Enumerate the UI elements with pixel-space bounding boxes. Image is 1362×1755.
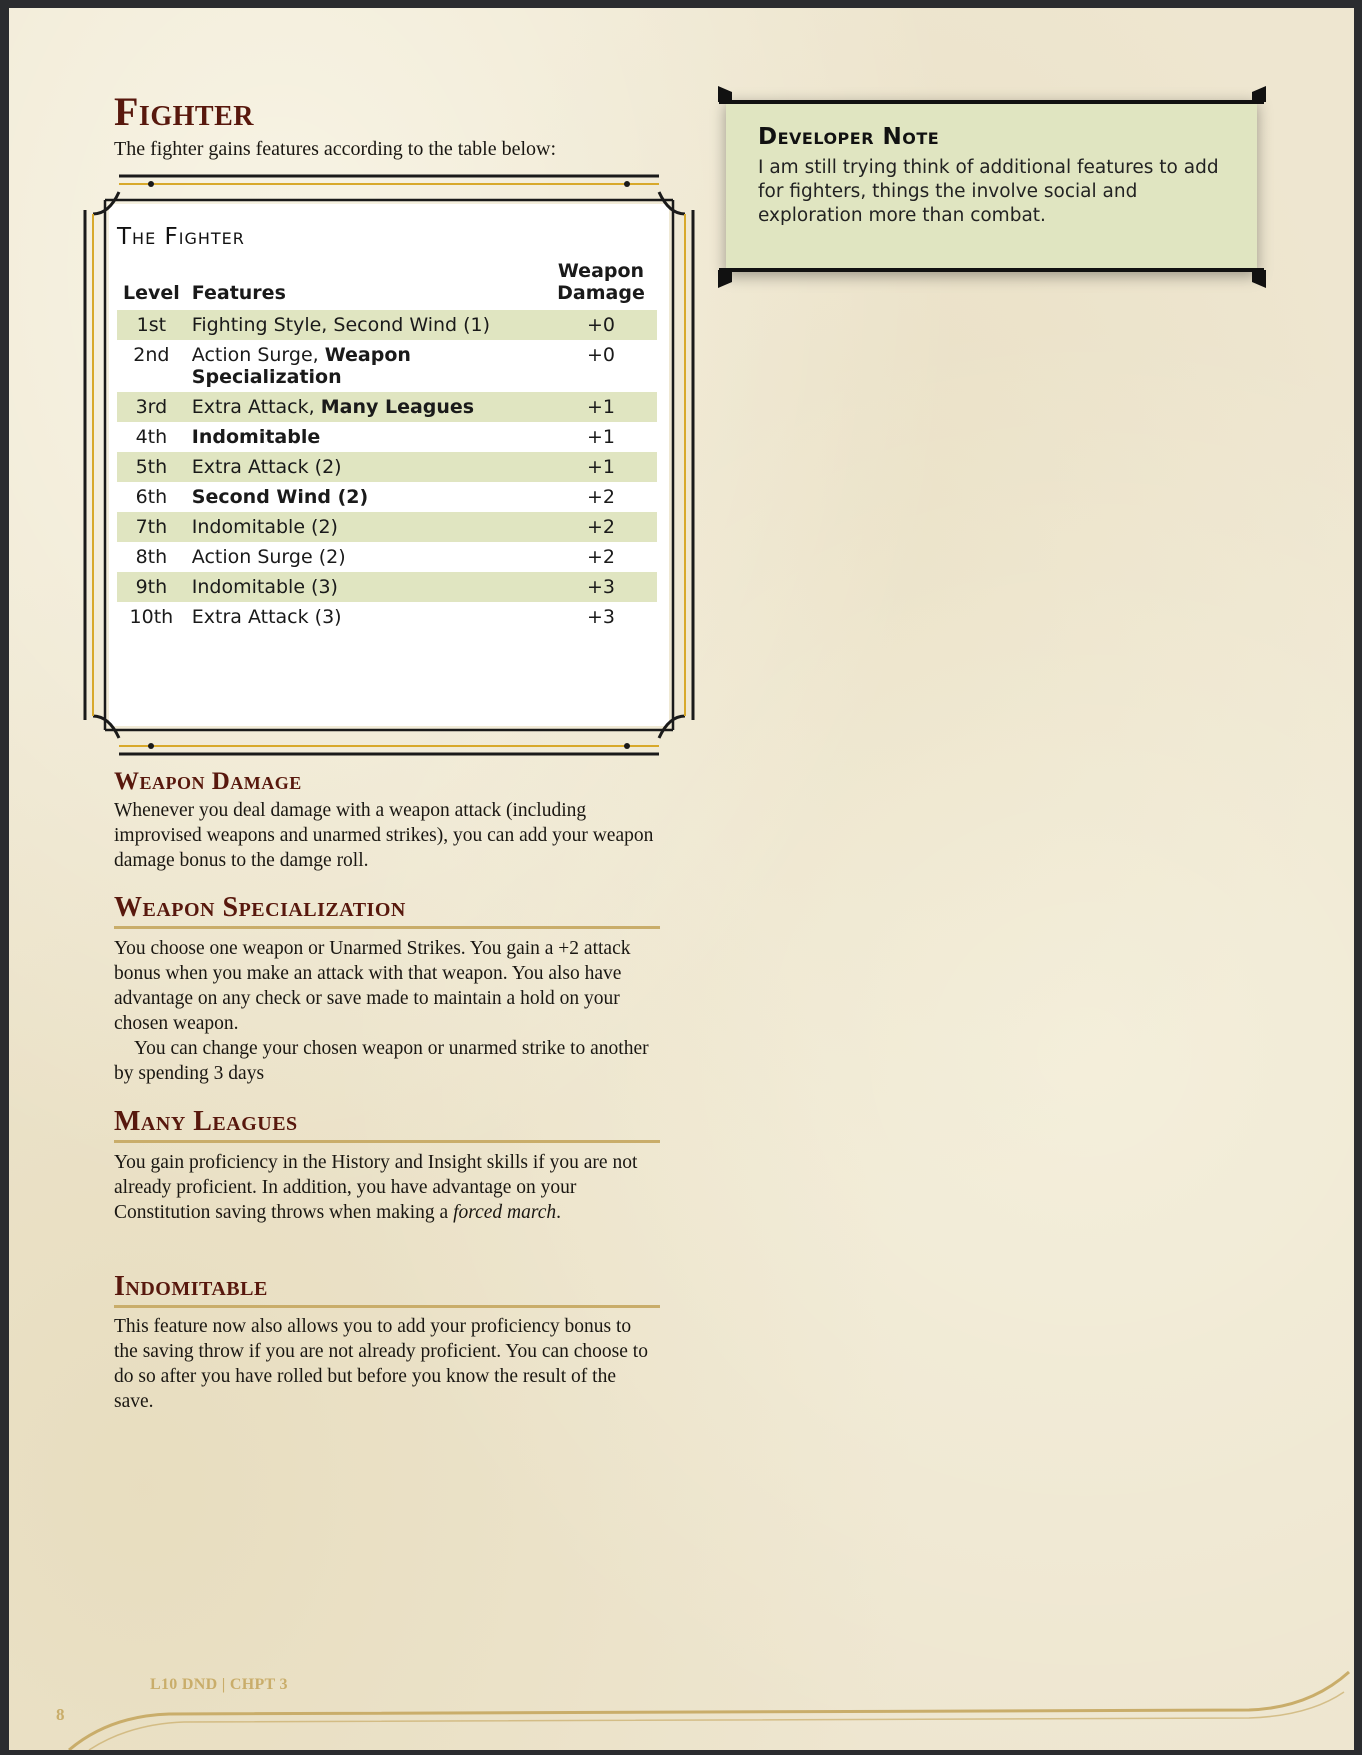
table-row xyxy=(117,602,657,632)
class-feature-table xyxy=(117,260,657,632)
developer-note-text: I am still trying think of additional features to add for fighters, things the involve social and exploration more than combat. xyxy=(758,157,1219,226)
table-body xyxy=(117,310,657,632)
weapon-specialization-text xyxy=(114,936,659,1086)
features-cell: Second Wind (2) xyxy=(191,486,369,508)
weapon-damage-cell: +3 xyxy=(586,606,615,628)
weapon-damage-cell: +2 xyxy=(586,486,615,508)
section-rule xyxy=(114,926,660,929)
level-cell: 4th xyxy=(135,426,168,448)
weapon-specialization-p2: You can change your chosen weapon or unarmed strike to another by spending 3 days xyxy=(114,1038,649,1084)
indomitable-text: This feature now also allows you to add your proficiency bonus to the saving throw if you are not already proficient. You can choose to do so after you have rolled but before you know the result of the save. xyxy=(114,1316,648,1412)
features-cell: Indomitable (3) xyxy=(186,572,545,602)
table-row xyxy=(117,572,657,602)
weapon-damage-cell: +2 xyxy=(586,546,615,568)
weapon-damage-heading: Weapon Damage xyxy=(114,768,302,795)
weapon-header-line2: Damage xyxy=(557,282,645,304)
level-cell: 1st xyxy=(117,310,186,340)
document-page xyxy=(9,8,1354,1750)
weapon-damage-cell: +1 xyxy=(586,426,615,448)
level-cell: 10th xyxy=(129,606,174,628)
features-cell: Extra Attack (2) xyxy=(186,452,545,482)
col-features-header: Features xyxy=(191,282,286,304)
level-cell: 9th xyxy=(117,572,186,602)
developer-note-title: Developer Note xyxy=(758,124,940,150)
col-level-header: Level xyxy=(123,282,180,304)
weapon-damage-cell: +0 xyxy=(586,344,615,366)
features-cell: Action Surge, Weapon Specialization xyxy=(191,344,411,388)
weapon-specialization-heading: Weapon Specialization xyxy=(114,892,406,923)
level-cell: 2nd xyxy=(133,344,170,366)
features-cell: Fighting Style, Second Wind (1) xyxy=(186,310,545,340)
forced-march-term: forced march xyxy=(453,1202,557,1223)
features-cell: Extra Attack, Many Leagues xyxy=(186,392,545,422)
indomitable-heading: Indomitable xyxy=(114,1271,268,1302)
level-cell: 5th xyxy=(117,452,186,482)
section-rule xyxy=(114,1140,660,1143)
table-row xyxy=(117,392,657,422)
page-number: 8 xyxy=(56,1705,65,1724)
intro-text: The fighter gains features according to the table below: xyxy=(114,138,557,160)
features-cell: Action Surge (2) xyxy=(191,546,346,568)
weapon-specialization-p1: You choose one weapon or Unarmed Strikes. You gain a +2 attack bonus when you make an attack with that weapon. You also have advantage on any check or save made to maintain a hold on your chosen weapon. xyxy=(114,938,631,1034)
level-cell: 6th xyxy=(135,486,168,508)
weapon-damage-text: Whenever you deal damage with a weapon attack (including improvised weapons and unarmed strikes), you can add your weapon damage bonus to the damge roll. xyxy=(114,800,654,871)
level-cell: 7th xyxy=(117,512,186,542)
weapon-damage-cell: +1 xyxy=(545,392,657,422)
table-row xyxy=(117,542,657,572)
class-table-title: The Fighter xyxy=(117,224,245,250)
table-header-row xyxy=(117,260,657,310)
table-row xyxy=(117,452,657,482)
weapon-header-line1: Weapon xyxy=(557,260,645,282)
weapon-damage-cell: +1 xyxy=(545,452,657,482)
weapon-damage-cell: +3 xyxy=(545,572,657,602)
features-cell: Extra Attack (3) xyxy=(191,606,342,628)
features-cell: Indomitable xyxy=(191,426,321,448)
table-row xyxy=(117,482,657,512)
page-title: Fighter xyxy=(114,89,254,134)
table-row xyxy=(117,422,657,452)
many-leagues-heading: Many Leagues xyxy=(114,1106,298,1137)
table-row xyxy=(117,340,657,392)
col-weapon-damage-header xyxy=(545,260,657,310)
table-row xyxy=(117,512,657,542)
footer-text: L10 DND | CHPT 3 xyxy=(150,1676,288,1693)
level-cell: 3rd xyxy=(117,392,186,422)
weapon-damage-cell: +2 xyxy=(545,512,657,542)
many-leagues-text: You gain proficiency in the History and Insight skills if you are not already proficient. In addition, you have advantage on your Constitution saving throws when making a forced march. xyxy=(114,1152,638,1223)
table-row xyxy=(117,310,657,340)
features-cell: Indomitable (2) xyxy=(186,512,545,542)
level-cell: 8th xyxy=(135,546,168,568)
section-rule xyxy=(114,1305,660,1308)
weapon-damage-cell: +0 xyxy=(545,310,657,340)
